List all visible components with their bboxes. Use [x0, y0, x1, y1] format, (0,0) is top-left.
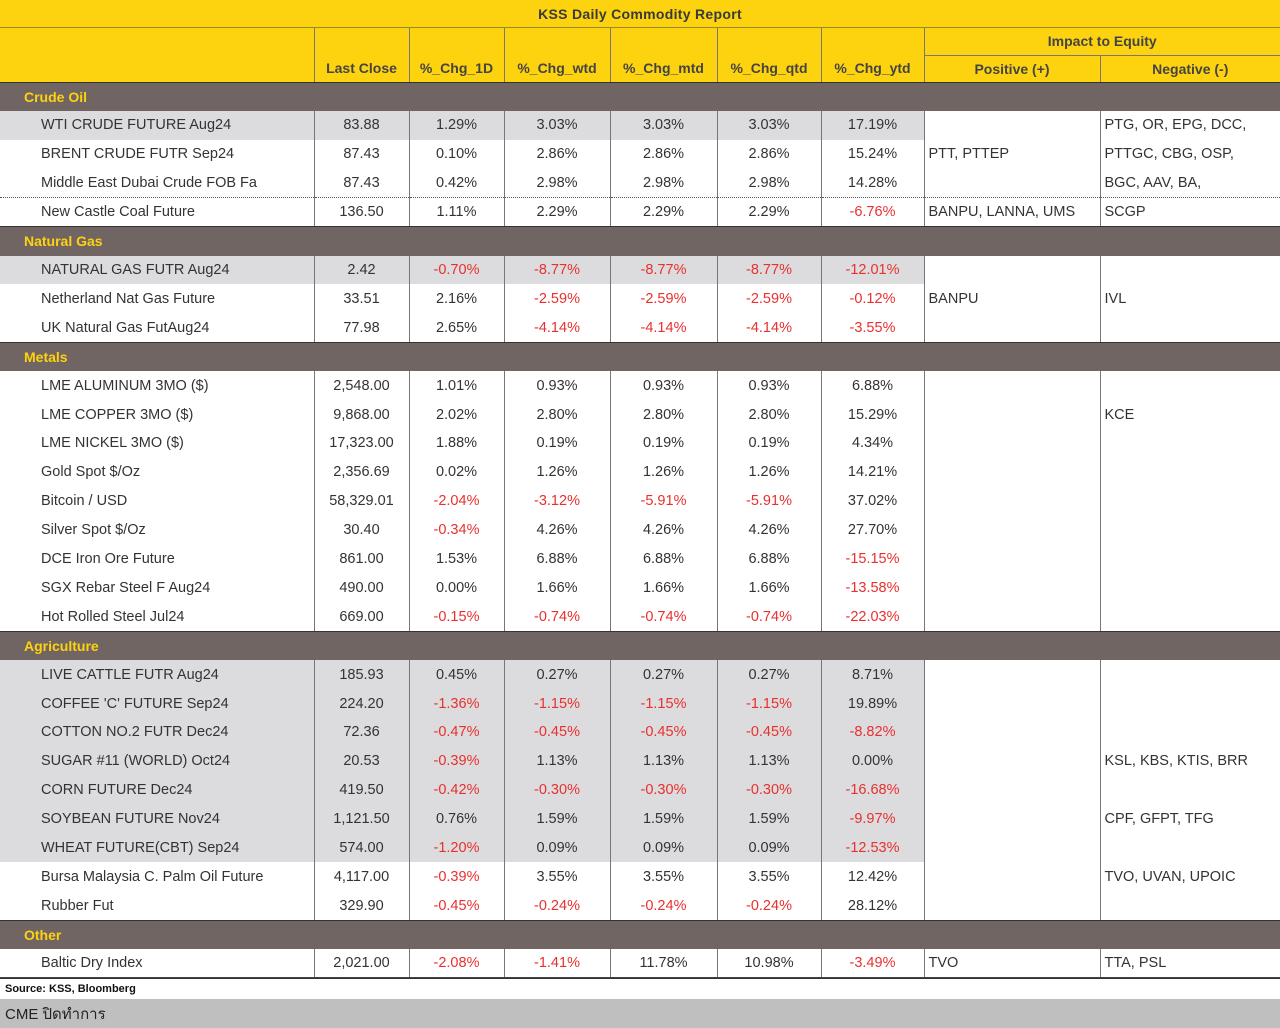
cell-wtd: 3.55% [504, 862, 610, 891]
impact-negative: IVL [1104, 290, 1127, 307]
table-row [0, 718, 1280, 747]
impact-positive [924, 516, 1100, 545]
commodity-name: COTTON NO.2 FUTR Dec24 [0, 718, 314, 747]
impact-positive: BANPU [924, 284, 1100, 313]
commodity-name: SGX Rebar Steel F Aug24 [0, 573, 314, 602]
cell-qtd: -2.59% [717, 284, 821, 313]
cell-d1: -0.47% [409, 718, 504, 747]
table-row [0, 805, 1280, 834]
cell-last: 329.90 [314, 891, 409, 920]
cell-wtd: -0.24% [504, 891, 610, 920]
cell-mtd: 11.78% [610, 949, 717, 978]
cell-mtd: -0.30% [610, 776, 717, 805]
impact-negative [1100, 429, 1280, 458]
impact-negative: TVO, UVAN, UPOIC [1104, 868, 1236, 885]
section-header: Agriculture [0, 631, 1280, 660]
cell-d1: 0.42% [409, 169, 504, 198]
cell-d1: 0.02% [409, 458, 504, 487]
cell-ytd: -9.97% [821, 805, 924, 834]
table-row [0, 111, 1280, 140]
market-closed-note: CME ปิดทำการ [0, 999, 1280, 1028]
cell-qtd: 4.26% [717, 516, 821, 545]
cell-ytd: 6.88% [821, 371, 924, 400]
cell-ytd: 14.21% [821, 458, 924, 487]
impact-positive [924, 313, 1100, 342]
impact-positive [924, 602, 1100, 631]
cell-d1: -2.08% [409, 949, 504, 978]
col-chg-ytd: %_Chg_ytd [821, 55, 924, 82]
cell-wtd: 0.27% [504, 660, 610, 689]
cell-mtd: -2.59% [610, 284, 717, 313]
col-last-close: Last Close [314, 55, 409, 82]
table-row [0, 660, 1280, 689]
impact-negative [1100, 545, 1280, 574]
commodity-name: LIVE CATTLE FUTR Aug24 [0, 660, 314, 689]
cell-d1: -0.39% [409, 862, 504, 891]
commodity-name: SOYBEAN FUTURE Nov24 [0, 805, 314, 834]
cell-d1: -0.34% [409, 516, 504, 545]
commodity-name: UK Natural Gas FutAug24 [0, 313, 314, 342]
cell-mtd: -1.15% [610, 689, 717, 718]
cell-qtd: 2.80% [717, 400, 821, 429]
impact-positive: BANPU, LANNA, UMS [924, 198, 1100, 227]
cell-last: 1,121.50 [314, 805, 409, 834]
cell-qtd: -0.30% [717, 776, 821, 805]
cell-ytd: -3.49% [821, 949, 924, 978]
impact-positive: PTT, PTTEP [924, 140, 1100, 169]
cell-qtd: -1.15% [717, 689, 821, 718]
table-row [0, 284, 1280, 313]
impact-positive [924, 805, 1100, 834]
impact-positive [924, 256, 1100, 285]
cell-d1: -0.42% [409, 776, 504, 805]
cell-last: 669.00 [314, 602, 409, 631]
cell-wtd: 4.26% [504, 516, 610, 545]
cell-last: 136.50 [314, 198, 409, 227]
cell-mtd: -4.14% [610, 313, 717, 342]
cell-d1: -0.70% [409, 256, 504, 285]
section-header: Metals [0, 342, 1280, 371]
impact-negative [1100, 371, 1280, 400]
cell-last: 224.20 [314, 689, 409, 718]
impact-negative: CPF, GFPT, TFG [1104, 811, 1214, 828]
cell-wtd: -0.74% [504, 602, 610, 631]
cell-d1: 0.00% [409, 573, 504, 602]
cell-qtd: 0.19% [717, 429, 821, 458]
cell-qtd: 0.93% [717, 371, 821, 400]
cell-qtd: 1.13% [717, 747, 821, 776]
table-row [0, 429, 1280, 458]
header-corner [0, 28, 314, 55]
cell-ytd: 4.34% [821, 429, 924, 458]
col-chg-qtd: %_Chg_qtd [717, 55, 821, 82]
cell-mtd: 0.19% [610, 429, 717, 458]
impact-positive [924, 776, 1100, 805]
table-row [0, 140, 1280, 169]
cell-ytd: 0.00% [821, 747, 924, 776]
col-chg-mtd: %_Chg_mtd [610, 55, 717, 82]
cell-d1: 1.11% [409, 198, 504, 227]
impact-negative [1100, 487, 1280, 516]
cell-ytd: -6.76% [821, 198, 924, 227]
cell-qtd: 0.27% [717, 660, 821, 689]
cell-qtd: 0.09% [717, 834, 821, 863]
cell-last: 30.40 [314, 516, 409, 545]
col-chg-1d: %_Chg_1D [409, 55, 504, 82]
cell-last: 77.98 [314, 313, 409, 342]
col-positive: Positive (+) [924, 55, 1100, 82]
cell-wtd: 1.59% [504, 805, 610, 834]
cell-mtd: 2.80% [610, 400, 717, 429]
cell-wtd: -4.14% [504, 313, 610, 342]
cell-ytd: 17.19% [821, 111, 924, 140]
impact-negative: SCGP [1100, 198, 1280, 227]
cell-mtd: -5.91% [610, 487, 717, 516]
cell-ytd: 14.28% [821, 169, 924, 198]
cell-wtd: 3.03% [504, 111, 610, 140]
impact-negative: PTTGC, CBG, OSP, [1104, 146, 1234, 163]
cell-ytd: 28.12% [821, 891, 924, 920]
impact-negative [1100, 458, 1280, 487]
cell-qtd: 2.98% [717, 169, 821, 198]
cell-mtd: 6.88% [610, 545, 717, 574]
commodity-name: LME NICKEL 3MO ($) [0, 429, 314, 458]
cell-wtd: 1.26% [504, 458, 610, 487]
impact-positive [924, 573, 1100, 602]
table-row [0, 516, 1280, 545]
cell-d1: 0.45% [409, 660, 504, 689]
impact-negative: KCE [1104, 406, 1135, 423]
impact-positive [924, 891, 1100, 920]
cell-last: 87.43 [314, 169, 409, 198]
table-row [0, 891, 1280, 920]
commodity-name: Middle East Dubai Crude FOB Fa [0, 169, 314, 198]
cell-ytd: 19.89% [821, 689, 924, 718]
cell-mtd: 4.26% [610, 516, 717, 545]
impact-positive [924, 458, 1100, 487]
cell-last: 87.43 [314, 140, 409, 169]
cell-ytd: 15.24% [821, 140, 924, 169]
cell-ytd: 8.71% [821, 660, 924, 689]
impact-negative [1100, 660, 1280, 689]
commodity-name: WTI CRUDE FUTURE Aug24 [0, 111, 314, 140]
cell-d1: 2.65% [409, 313, 504, 342]
cell-d1: -2.04% [409, 487, 504, 516]
impact-negative [1100, 718, 1280, 747]
cell-mtd: 2.29% [610, 198, 717, 227]
commodity-name: BRENT CRUDE FUTR Sep24 [0, 140, 314, 169]
table-row [0, 371, 1280, 400]
cell-mtd: 3.03% [610, 111, 717, 140]
commodity-name: CORN FUTURE Dec24 [0, 776, 314, 805]
table-row [0, 573, 1280, 602]
impact-negative: TTA, PSL [1100, 949, 1280, 978]
cell-d1: 1.29% [409, 111, 504, 140]
cell-last: 2,356.69 [314, 458, 409, 487]
cell-d1: 2.16% [409, 284, 504, 313]
cell-wtd: -0.30% [504, 776, 610, 805]
cell-wtd: -0.45% [504, 718, 610, 747]
cell-qtd: 2.86% [717, 140, 821, 169]
impact-positive [924, 862, 1100, 891]
cell-last: 4,117.00 [314, 862, 409, 891]
commodity-name: LME COPPER 3MO ($) [0, 400, 314, 429]
cell-last: 185.93 [314, 660, 409, 689]
impact-positive [924, 429, 1100, 458]
cell-wtd: -8.77% [504, 256, 610, 285]
commodity-name: LME ALUMINUM 3MO ($) [0, 371, 314, 400]
table-row [0, 602, 1280, 631]
cell-qtd: 3.03% [717, 111, 821, 140]
impact-negative [1100, 891, 1280, 920]
cell-qtd: 1.59% [717, 805, 821, 834]
cell-mtd: 0.27% [610, 660, 717, 689]
table-row [0, 689, 1280, 718]
table-row [0, 949, 1280, 978]
cell-mtd: 1.26% [610, 458, 717, 487]
cell-wtd: 1.66% [504, 573, 610, 602]
impact-negative: BGC, AAV, BA, [1100, 169, 1280, 198]
commodity-name: WHEAT FUTURE(CBT) Sep24 [0, 834, 314, 863]
commodity-name: Silver Spot $/Oz [0, 516, 314, 545]
impact-positive [924, 111, 1100, 140]
impact-negative: PTG, OR, EPG, DCC, [1104, 117, 1247, 134]
cell-d1: -0.15% [409, 602, 504, 631]
cell-d1: 0.10% [409, 140, 504, 169]
cell-qtd: 10.98% [717, 949, 821, 978]
commodity-name: Bursa Malaysia C. Palm Oil Future [0, 862, 314, 891]
commodity-name: Baltic Dry Index [0, 949, 314, 978]
cell-wtd: 2.86% [504, 140, 610, 169]
table-row [0, 458, 1280, 487]
cell-wtd: 6.88% [504, 545, 610, 574]
cell-d1: -1.20% [409, 834, 504, 863]
cell-mtd: 1.13% [610, 747, 717, 776]
cell-last: 83.88 [314, 111, 409, 140]
cell-last: 2,548.00 [314, 371, 409, 400]
impact-negative [1100, 313, 1280, 342]
cell-wtd: -2.59% [504, 284, 610, 313]
section-header: Crude Oil [0, 82, 1280, 111]
table-row [0, 776, 1280, 805]
cell-ytd: -12.53% [821, 834, 924, 863]
cell-qtd: 1.66% [717, 573, 821, 602]
table-row [0, 487, 1280, 516]
col-negative: Negative (-) [1100, 55, 1280, 82]
impact-positive [924, 169, 1100, 198]
impact-positive [924, 834, 1100, 863]
commodity-name: SUGAR #11 (WORLD) Oct24 [0, 747, 314, 776]
cell-ytd: -16.68% [821, 776, 924, 805]
cell-ytd: -22.03% [821, 602, 924, 631]
cell-ytd: -0.12% [821, 284, 924, 313]
cell-ytd: 12.42% [821, 862, 924, 891]
commodity-name: Bitcoin / USD [0, 487, 314, 516]
cell-d1: 1.01% [409, 371, 504, 400]
cell-last: 9,868.00 [314, 400, 409, 429]
commodity-name: NATURAL GAS FUTR Aug24 [0, 256, 314, 285]
cell-mtd: -8.77% [610, 256, 717, 285]
impact-positive [924, 400, 1100, 429]
cell-ytd: 27.70% [821, 516, 924, 545]
cell-ytd: -15.15% [821, 545, 924, 574]
cell-last: 17,323.00 [314, 429, 409, 458]
cell-mtd: 1.66% [610, 573, 717, 602]
cell-mtd: -0.74% [610, 602, 717, 631]
commodity-name: New Castle Coal Future [0, 198, 314, 227]
impact-negative [1100, 573, 1280, 602]
cell-d1: -0.45% [409, 891, 504, 920]
cell-wtd: 0.19% [504, 429, 610, 458]
report-title: KSS Daily Commodity Report [0, 0, 1280, 28]
cell-qtd: 1.26% [717, 458, 821, 487]
cell-mtd: -0.24% [610, 891, 717, 920]
cell-qtd: -5.91% [717, 487, 821, 516]
cell-qtd: -0.45% [717, 718, 821, 747]
commodity-name: DCE Iron Ore Future [0, 545, 314, 574]
cell-ytd: -13.58% [821, 573, 924, 602]
commodity-name: Rubber Fut [0, 891, 314, 920]
cell-d1: -0.39% [409, 747, 504, 776]
cell-qtd: -4.14% [717, 313, 821, 342]
cell-mtd: 2.86% [610, 140, 717, 169]
col-chg-wtd: %_Chg_wtd [504, 55, 610, 82]
section-header: Natural Gas [0, 227, 1280, 256]
commodity-name: Netherland Nat Gas Future [0, 284, 314, 313]
commodity-name: Hot Rolled Steel Jul24 [0, 602, 314, 631]
cell-wtd: 1.13% [504, 747, 610, 776]
cell-last: 419.50 [314, 776, 409, 805]
cell-ytd: -8.82% [821, 718, 924, 747]
cell-ytd: -12.01% [821, 256, 924, 285]
cell-wtd: -3.12% [504, 487, 610, 516]
cell-wtd: 2.98% [504, 169, 610, 198]
impact-positive [924, 487, 1100, 516]
table-row [0, 545, 1280, 574]
cell-mtd: 2.98% [610, 169, 717, 198]
cell-d1: 1.53% [409, 545, 504, 574]
cell-last: 72.36 [314, 718, 409, 747]
cell-ytd: -3.55% [821, 313, 924, 342]
cell-wtd: -1.15% [504, 689, 610, 718]
cell-qtd: 2.29% [717, 198, 821, 227]
cell-mtd: 3.55% [610, 862, 717, 891]
cell-ytd: 37.02% [821, 487, 924, 516]
cell-d1: 2.02% [409, 400, 504, 429]
cell-qtd: -0.24% [717, 891, 821, 920]
impact-positive [924, 718, 1100, 747]
cell-mtd: -0.45% [610, 718, 717, 747]
commodity-table [0, 28, 1280, 979]
section-header: Other [0, 920, 1280, 949]
table-row [0, 169, 1280, 198]
cell-d1: 1.88% [409, 429, 504, 458]
cell-mtd: 1.59% [610, 805, 717, 834]
table-row [0, 313, 1280, 342]
impact-negative [1100, 256, 1280, 285]
cell-mtd: 0.93% [610, 371, 717, 400]
cell-qtd: 3.55% [717, 862, 821, 891]
table-row [0, 198, 1280, 227]
cell-qtd: -8.77% [717, 256, 821, 285]
impact-positive [924, 545, 1100, 574]
cell-wtd: -1.41% [504, 949, 610, 978]
cell-d1: -1.36% [409, 689, 504, 718]
table-row [0, 862, 1280, 891]
cell-last: 2,021.00 [314, 949, 409, 978]
impact-negative [1100, 776, 1280, 805]
commodity-name: COFFEE 'C' FUTURE Sep24 [0, 689, 314, 718]
cell-last: 58,329.01 [314, 487, 409, 516]
impact-negative: KSL, KBS, KTIS, BRR [1104, 753, 1248, 770]
source-note: Source: KSS, Bloomberg [0, 977, 1280, 999]
impact-positive: TVO [924, 949, 1100, 978]
cell-wtd: 0.09% [504, 834, 610, 863]
cell-wtd: 2.80% [504, 400, 610, 429]
cell-d1: 0.76% [409, 805, 504, 834]
cell-wtd: 0.93% [504, 371, 610, 400]
impact-positive [924, 689, 1100, 718]
impact-positive [924, 747, 1100, 776]
cell-last: 490.00 [314, 573, 409, 602]
cell-last: 20.53 [314, 747, 409, 776]
impact-negative [1100, 516, 1280, 545]
impact-positive [924, 371, 1100, 400]
impact-negative [1100, 689, 1280, 718]
commodity-name: Gold Spot $/Oz [0, 458, 314, 487]
cell-ytd: 15.29% [821, 400, 924, 429]
impact-to-equity-header: Impact to Equity [924, 28, 1280, 55]
table-row [0, 747, 1280, 776]
cell-qtd: 6.88% [717, 545, 821, 574]
table-row [0, 256, 1280, 285]
table-row [0, 400, 1280, 429]
cell-last: 33.51 [314, 284, 409, 313]
impact-positive [924, 660, 1100, 689]
cell-mtd: 0.09% [610, 834, 717, 863]
cell-last: 2.42 [314, 256, 409, 285]
impact-negative [1100, 834, 1280, 863]
cell-last: 861.00 [314, 545, 409, 574]
table-row [0, 834, 1280, 863]
cell-wtd: 2.29% [504, 198, 610, 227]
cell-qtd: -0.74% [717, 602, 821, 631]
impact-negative [1100, 602, 1280, 631]
cell-last: 574.00 [314, 834, 409, 863]
